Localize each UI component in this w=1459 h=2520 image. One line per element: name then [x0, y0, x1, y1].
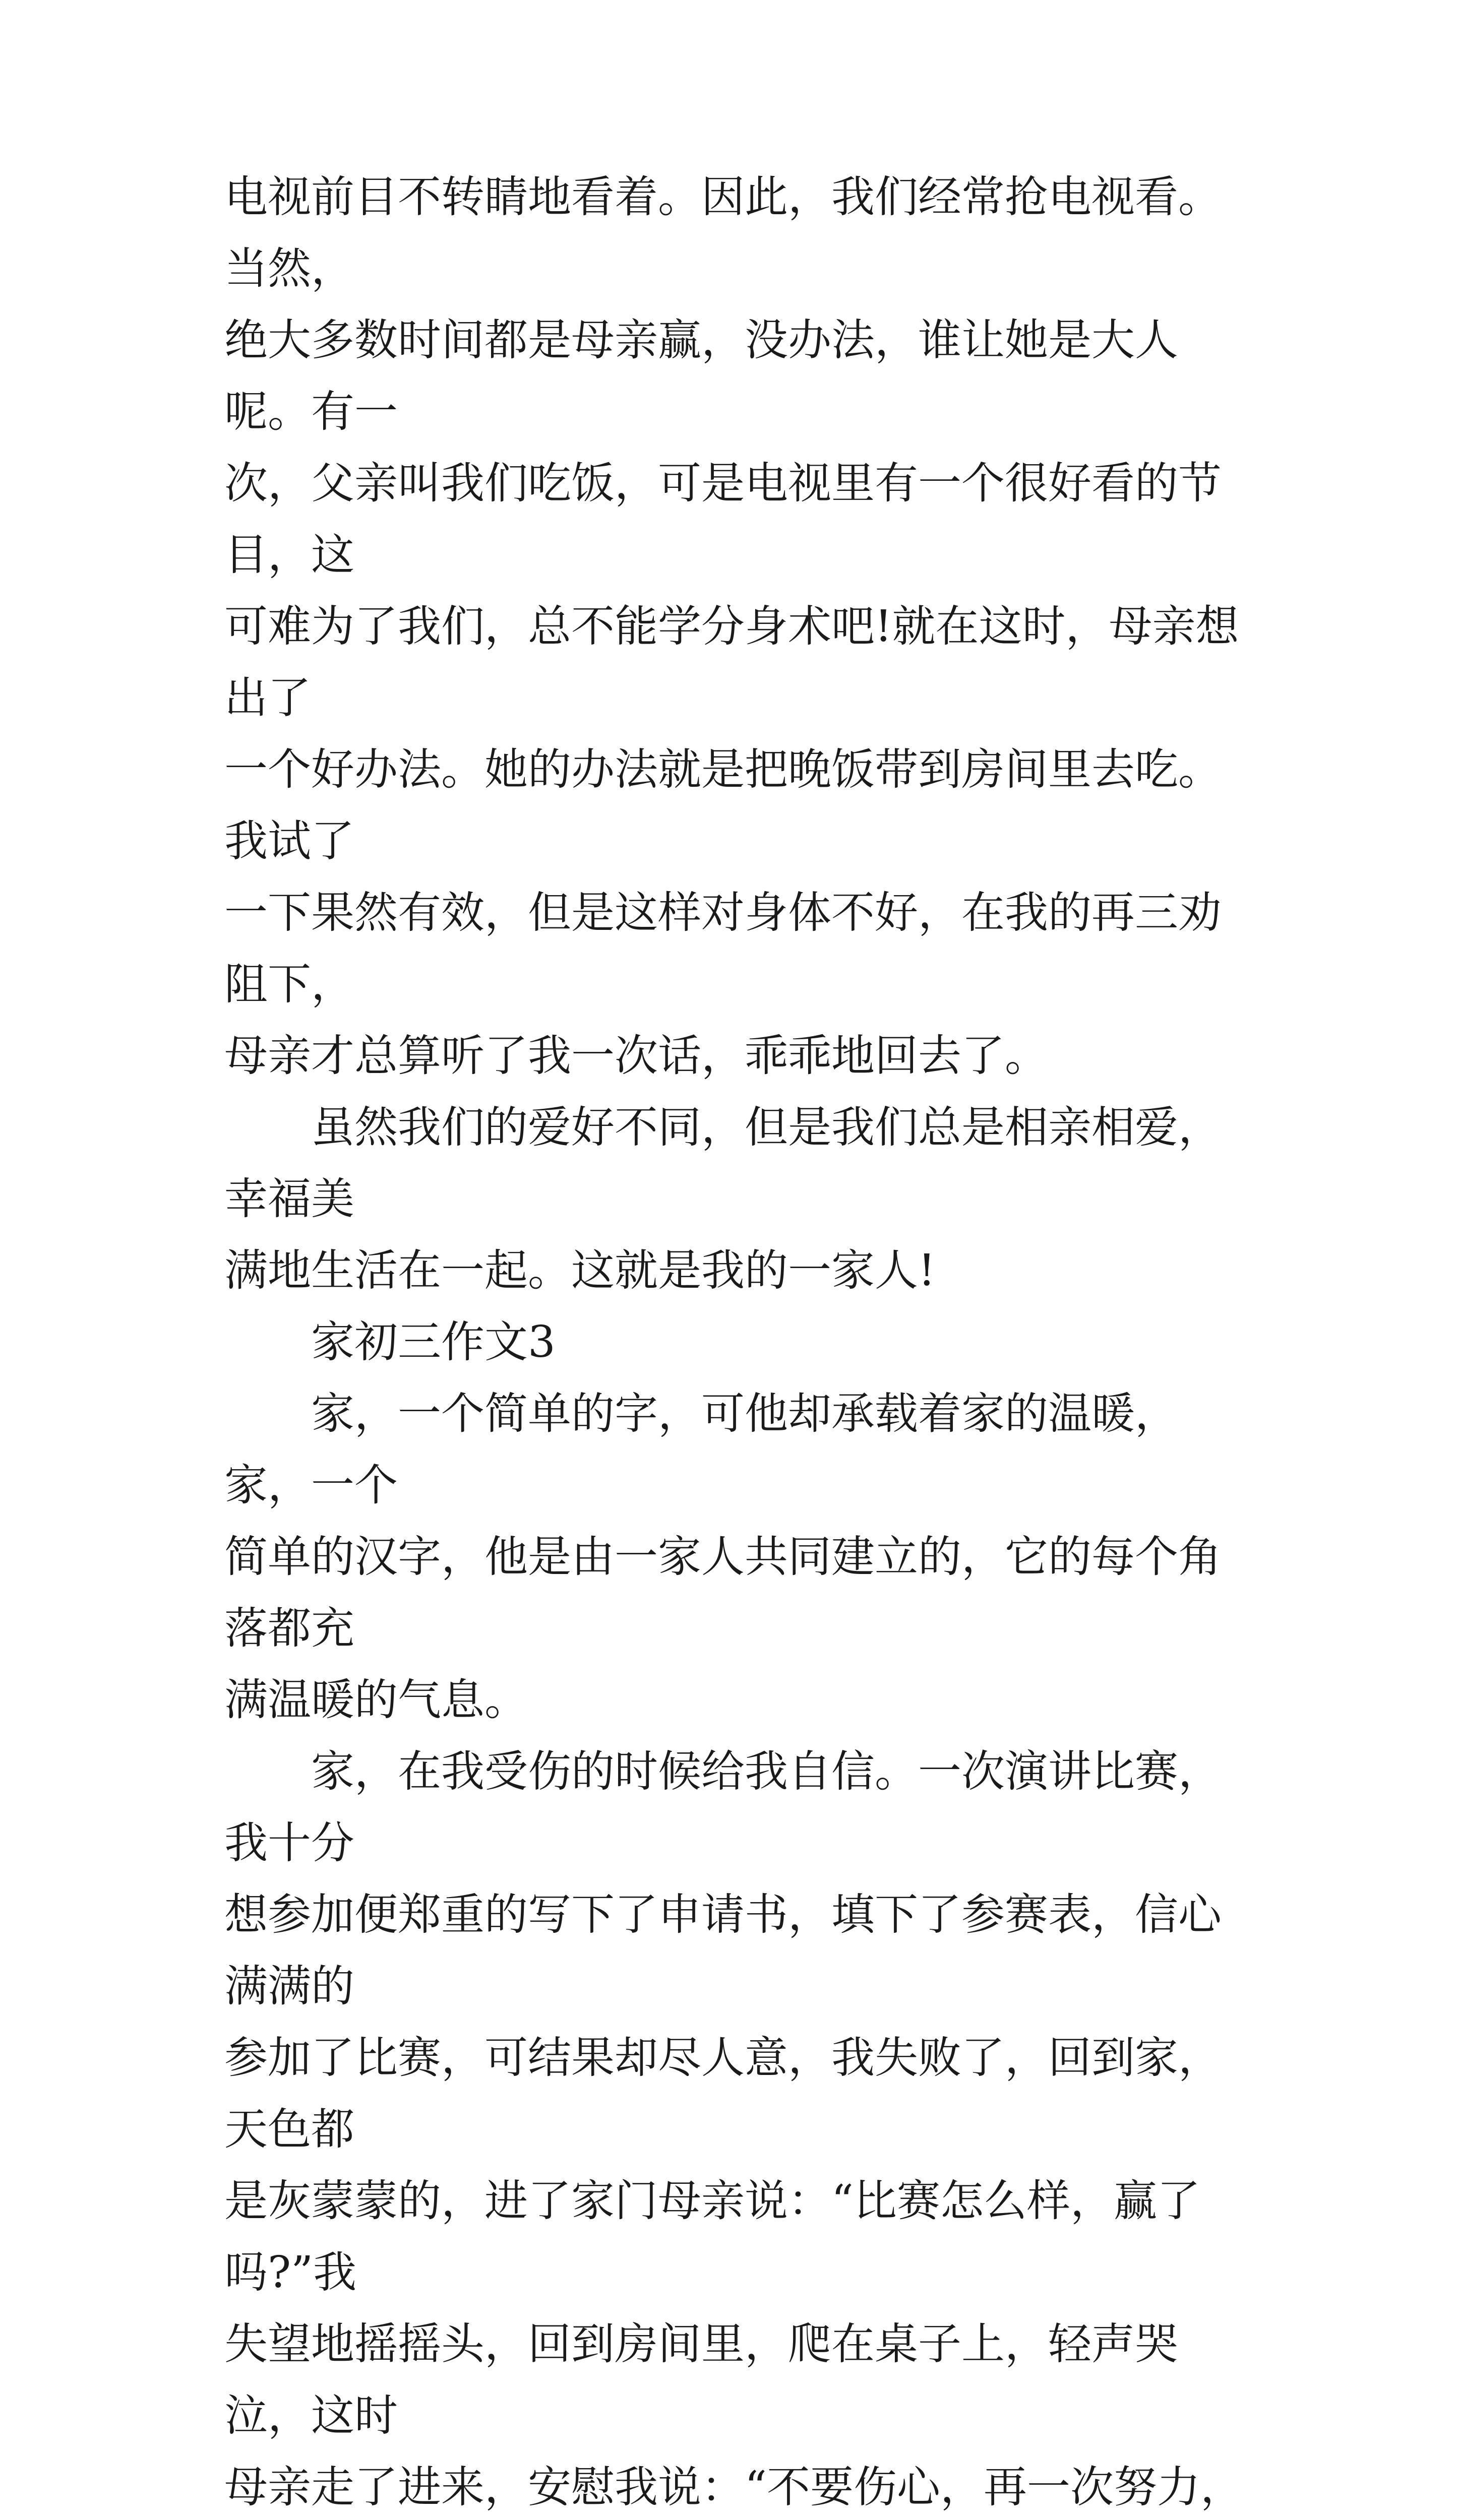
paragraph-family-love: 虽然我们的爱好不同，但是我们总是相亲相爱，幸福美 满地生活在一起。这就是我的一家人! [224, 1102, 1222, 1296]
paragraph-home-warmth: 家，一个简单的字，可他却承载着家的温暖，家，一个 简单的汉字，他是由一家人共同建立的，它的每个角落都充 满温暖的气息。 [224, 1389, 1222, 1725]
paragraph-home-confidence: 家，在我受伤的时候给我自信。一次演讲比赛，我十分 想参加便郑重的写下了申请书，填下了参赛表，信心满满的 参加了比赛，可结果却尽人意，我失败了，回到家，天色都 是灰蒙蒙的，进了家门母亲说：“比赛怎么样，赢了吗?”我 失望地摇摇头，回到房间里，爬在桌子上，轻声哭泣，这时 母亲走了进来，安慰我说：“不要伤心，再一次努力， [224, 1746, 1244, 2512]
document-body [224, 161, 1258, 2520]
paragraph-continued-tv: 电视前目不转睛地看着。因此，我们经常抢电视看。当然， 绝大多数时间都是母亲赢，没办法，谁让她是大人呢。有一 次，父亲叫我们吃饭，可是电视里有一个很好看的节目，这 可难为了我们，总不能学分身术吧!就在这时，母亲想出了 一个好办法。她的办法就是把晚饭带到房间里去吃。我试了 一下果然有效，但是这样对身体不好，在我的再三劝阻下， 母亲才总算听了我一次话，乖乖地回去了。 [224, 172, 1239, 1081]
essay-title: 家初三作文3 [224, 1317, 556, 1367]
